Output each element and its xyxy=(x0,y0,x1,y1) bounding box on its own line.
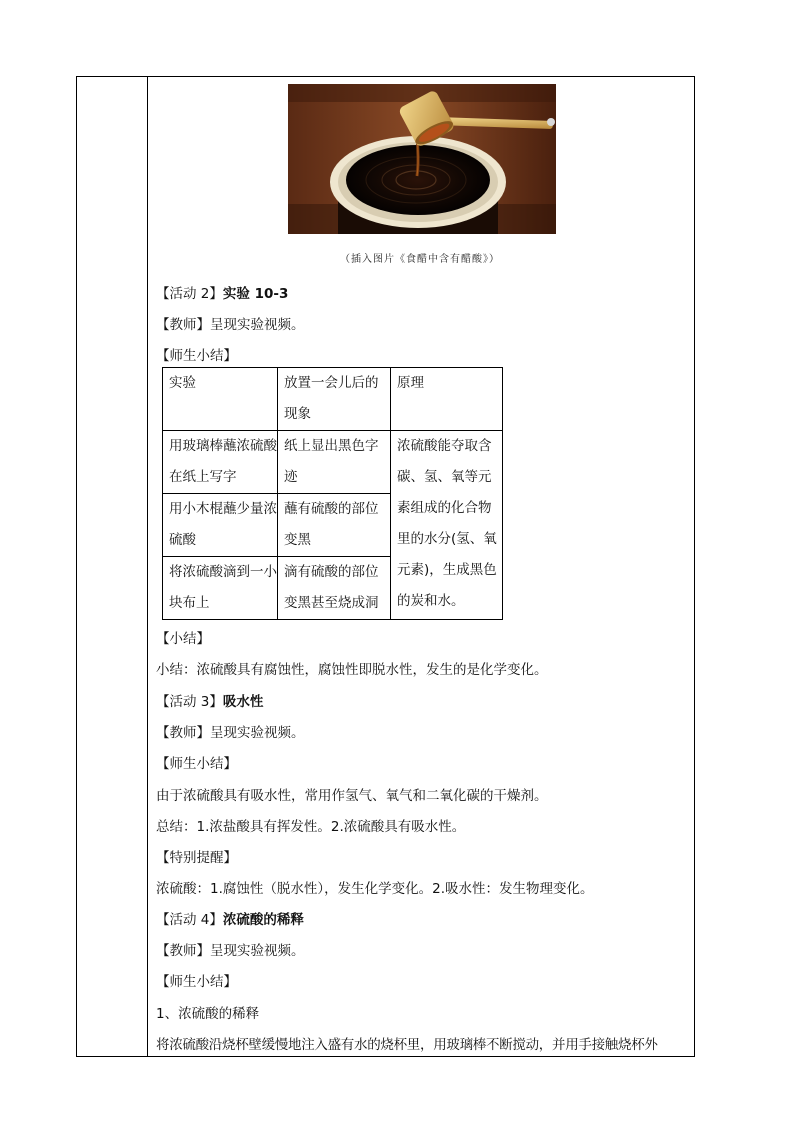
image-caption: （插入图片《食醋中含有醋酸》） xyxy=(340,254,500,265)
activity4-item1-text: 将浓硫酸沿烧杯壁缓慢地注入盛有水的烧杯里，用玻璃棒不断搅动，并用手接触烧杯外 xyxy=(156,1037,658,1053)
frame-bottom-edge xyxy=(76,1056,695,1057)
activity2-teacher: 【教师】呈现实验视频。 xyxy=(156,317,305,333)
activity4-summary-heading: 【师生小结】 xyxy=(156,974,237,990)
table-cell: 将浓硫酸滴到一小块布上 xyxy=(163,557,278,620)
activity3-title: 吸水性 xyxy=(222,694,264,710)
activity2-conclusion-heading: 【小结】 xyxy=(156,631,210,647)
activity4-heading xyxy=(156,908,304,928)
table-row xyxy=(163,431,503,494)
activity2-title: 实验 10-3 xyxy=(222,286,289,302)
header-phenomenon: 放置一会儿后的现象 xyxy=(278,368,391,431)
header-experiment: 实验 xyxy=(163,368,278,431)
table-cell: 用小木棍蘸少量浓硫酸 xyxy=(163,494,278,557)
activity3-tip: 浓硫酸：1.腐蚀性（脱水性），发生化学变化。2.吸水性：发生物理变化。 xyxy=(156,881,594,897)
activity2-conclusion: 小结：浓硫酸具有腐蚀性，腐蚀性即脱水性，发生的是化学变化。 xyxy=(156,662,548,678)
activity4-item1: 1、浓硫酸的稀释 xyxy=(156,1006,260,1022)
activity3-tip-heading: 【特别提醒】 xyxy=(156,850,237,866)
principle-cell: 浓硫酸能夺取含碳、氢、氧等元素组成的化合物里的水分(氢、氧元素)，生成黑色的炭和水。 xyxy=(391,431,503,620)
activity3-tag: 【活动 3】 xyxy=(156,694,223,710)
activity2-heading xyxy=(156,282,288,302)
table-cell: 用玻璃棒蘸浓硫酸在纸上写字 xyxy=(163,431,278,494)
activity3-teacher: 【教师】呈现实验视频。 xyxy=(156,725,305,741)
activity3-total: 总结：1.浓盐酸具有挥发性。2.浓硫酸具有吸水性。 xyxy=(156,819,466,835)
table-cell: 纸上显出黑色字迹 xyxy=(278,431,391,494)
table-cell: 滴有硫酸的部位变黑甚至烧成洞 xyxy=(278,557,391,620)
activity2-tag: 【活动 2】 xyxy=(156,286,223,302)
activity2-summary-heading: 【师生小结】 xyxy=(156,348,237,364)
activity4-teacher: 【教师】呈现实验视频。 xyxy=(156,943,305,959)
header-principle: 原理 xyxy=(391,368,503,431)
experiment-table xyxy=(162,367,503,620)
column-divider xyxy=(147,76,148,1057)
activity4-tag: 【活动 4】 xyxy=(156,912,223,928)
activity3-summary-heading: 【师生小结】 xyxy=(156,756,237,772)
vinegar-photo xyxy=(288,84,556,234)
activity4-title: 浓硫酸的稀释 xyxy=(222,912,304,928)
table-header-row xyxy=(163,368,503,431)
table-cell: 蘸有硫酸的部位变黑 xyxy=(278,494,391,557)
activity3-heading xyxy=(156,690,263,710)
activity3-summary: 由于浓硫酸具有吸水性，常用作氢气、氧气和二氧化碳的干燥剂。 xyxy=(156,788,548,804)
